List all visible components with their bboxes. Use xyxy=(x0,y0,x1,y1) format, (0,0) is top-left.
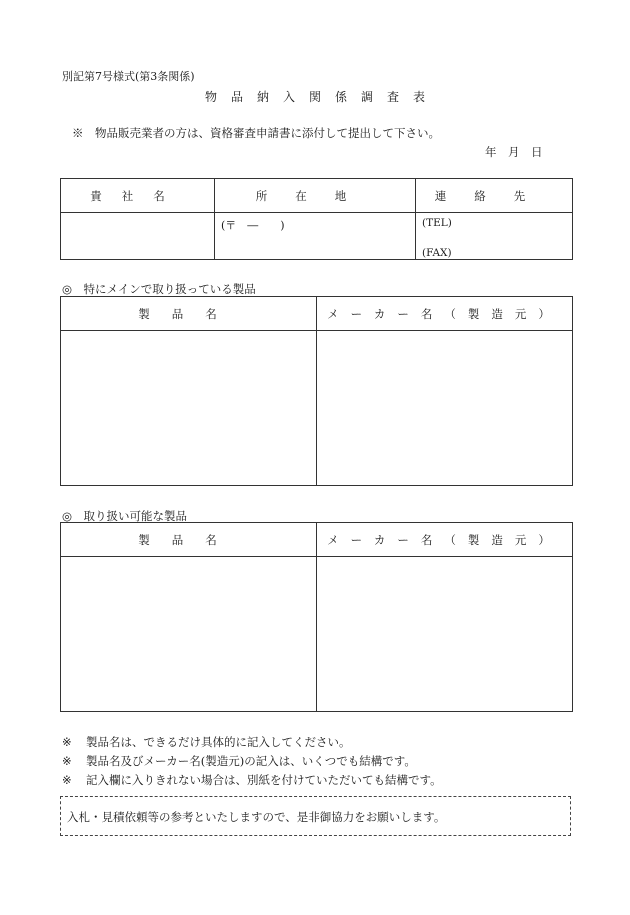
form-id: 別記第7号様式(第3条関係) xyxy=(62,70,195,83)
header-address: 所在地 xyxy=(215,179,416,213)
closing-message-box xyxy=(60,796,571,836)
header-maker-name: メーカー名（製造元） xyxy=(317,297,573,331)
note-item xyxy=(62,733,442,752)
available-products-table xyxy=(60,522,573,712)
page-title: 物品納入関係調査表 xyxy=(204,90,439,104)
note-mark: ※ xyxy=(62,754,72,768)
note-mark: ※ xyxy=(62,735,72,749)
notes-list xyxy=(62,733,442,790)
tel-label: (TEL) xyxy=(422,217,452,229)
postal-code-label: (〒 ― ) xyxy=(221,219,285,232)
note-text: 記入欄に入りきれない場合は、別紙を付けていただいても結構です。 xyxy=(86,773,442,787)
header-product-name: 製品名 xyxy=(61,523,317,557)
main-products-table xyxy=(60,296,573,486)
company-name-field[interactable] xyxy=(61,213,215,260)
note-mark: ※ xyxy=(62,773,72,787)
date-line: 年 月 日 xyxy=(485,145,543,159)
header-maker-name: メーカー名（製造元） xyxy=(317,523,573,557)
address-field[interactable] xyxy=(215,213,416,260)
section-main-products-title: ◎ 特にメインで取り扱っている製品 xyxy=(62,282,256,296)
contact-field[interactable] xyxy=(416,213,573,260)
submission-notice: ※ 物品販売業者の方は、資格審査申請書に添付して提出して下さい。 xyxy=(72,126,440,140)
available-product-name-field[interactable] xyxy=(61,557,317,712)
header-product-name: 製品名 xyxy=(61,297,317,331)
note-item xyxy=(62,752,442,771)
note-text: 製品名及びメーカー名(製造元)の記入は、いくつでも結構です。 xyxy=(86,754,416,768)
closing-message: 入札・見積依頼等の参考といたしますので、是非御協力をお願いします。 xyxy=(67,810,446,824)
header-company-name: 貴社名 xyxy=(61,179,215,213)
main-product-name-field[interactable] xyxy=(61,331,317,486)
main-maker-name-field[interactable] xyxy=(317,331,573,486)
section-available-products-title: ◎ 取り扱い可能な製品 xyxy=(62,509,188,523)
note-item xyxy=(62,771,442,790)
available-maker-name-field[interactable] xyxy=(317,557,573,712)
fax-label: (FAX) xyxy=(422,247,452,259)
note-text: 製品名は、できるだけ具体的に記入してください。 xyxy=(86,735,351,749)
company-info-table xyxy=(60,178,573,260)
header-contact: 連絡先 xyxy=(416,179,573,213)
